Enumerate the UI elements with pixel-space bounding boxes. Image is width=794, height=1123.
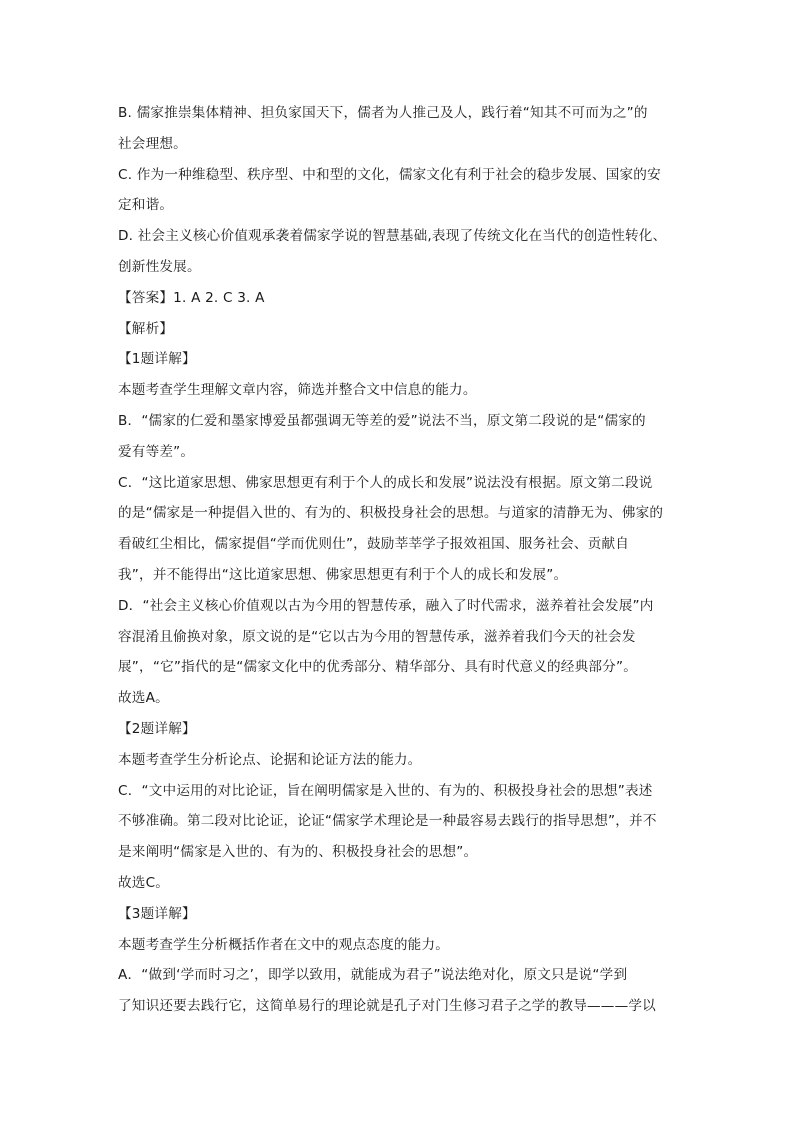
q1-b-line-2: 爱有等差”。 <box>118 443 195 460</box>
analysis-heading: 【解析】 <box>118 320 174 337</box>
q1-conclusion: 故选A。 <box>118 690 169 707</box>
q2-c-line-1: C．“文中运用的对比论证，旨在阐明儒家是入世的、有为的、积极投身社会的思想”表述 <box>118 782 653 799</box>
q2-intro: 本题考查学生分析论点、论据和论证方法的能力。 <box>118 751 422 768</box>
option-d-line-2: 创新性发展。 <box>118 258 201 275</box>
option-c-line-1: C. 作为一种维稳型、秩序型、中和型的文化，儒家文化有利于社会的稳步发展、国家的安 <box>118 166 661 183</box>
q3-intro: 本题考查学生分析概括作者在文中的观点态度的能力。 <box>118 936 450 953</box>
q3-a-line-2: 了知识还要去践行它，这简单易行的理论就是孔子对门生修习君子之学的教导———学以 <box>118 998 656 1015</box>
q3-a-line-1: A．“做到‘学而时习之’，即学以致用，就能成为君子”说法绝对化，原文只是说“学到 <box>118 967 628 984</box>
option-b-line-2: 社会理想。 <box>118 135 187 152</box>
q2-c-line-2: 不够准确。第二段对比论证，论证“儒家学术理论是一种最容易去践行的指导思想”，并不 <box>118 813 657 830</box>
document-body <box>118 98 678 1022</box>
q1-intro: 本题考查学生理解文章内容，筛选并整合文中信息的能力。 <box>118 382 477 399</box>
option-c-line-2: 定和谐。 <box>118 197 174 214</box>
q1-b-line-1: B．“儒家的仁爱和墨家博爱虽都强调无等差的爱”说法不当，原文第二段说的是“儒家的 <box>118 412 646 429</box>
q1-d-line-1: D．“社会主义核心价值观以古为今用的智慧传承，融入了时代需求，滋养着社会发展”内 <box>118 597 654 614</box>
q1-c-line-1: C．“这比道家思想、佛家思想更有利于个人的成长和发展”说法没有根据。原文第二段说 <box>118 474 653 491</box>
q1-d-line-2: 容混淆且偷换对象，原文说的是“它以古为今用的智慧传承，滋养着我们今天的社会发 <box>118 628 636 645</box>
option-d-line-1: D. 社会主义核心价值观承袭着儒家学说的智慧基础,表现了传统文化在当代的创造性转化、 <box>118 228 667 245</box>
q2-conclusion: 故选C。 <box>118 874 170 891</box>
q1-c-line-4: 我”，并不能得出“这比道家思想、佛家思想更有利于个人的成长和发展”。 <box>118 566 568 583</box>
q3-heading: 【3题详解】 <box>118 905 196 922</box>
q1-heading: 【1题详解】 <box>118 351 196 368</box>
q1-c-line-2: 的是“儒家是一种提倡入世的、有为的、积极投身社会的思想。与道家的清静无为、佛家的 <box>118 505 664 522</box>
q1-d-line-3: 展”，“它”指代的是“儒家文化中的优秀部分、精华部分、具有时代意义的经典部分”。 <box>118 659 637 676</box>
q2-c-line-3: 是来阐明“儒家是入世的、有为的、积极投身社会的思想”。 <box>118 844 478 861</box>
option-b-line-1: B. 儒家推崇集体精神、担负家国天下，儒者为人推己及人，践行着“知其不可而为之”的 <box>118 105 648 121</box>
q1-c-line-3: 看破红尘相比，儒家提倡“学而优则仕”，鼓励莘莘学子报效祖国、服务社会、贡献自 <box>118 536 630 553</box>
q2-heading: 【2题详解】 <box>118 720 196 737</box>
answer-line: 【答案】1. A 2. C 3. A <box>118 289 265 306</box>
